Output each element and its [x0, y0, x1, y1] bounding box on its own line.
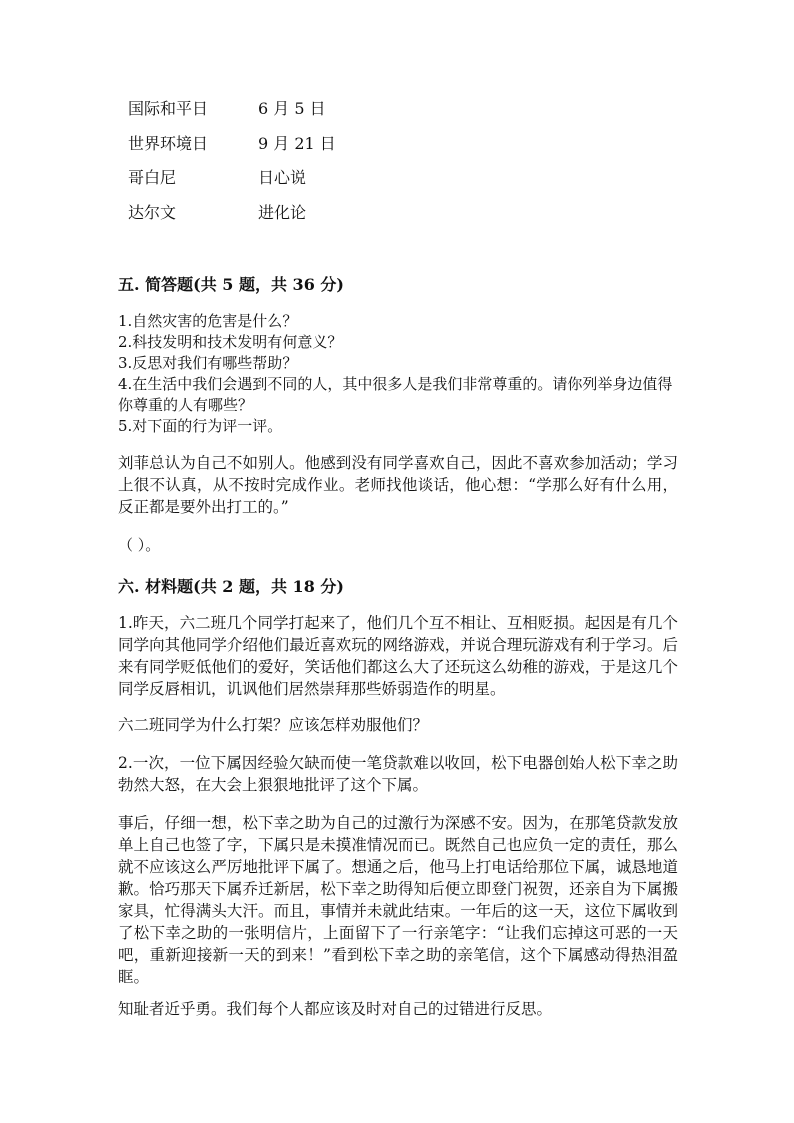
material-question: 六二班同学为什么打架？应该怎样劝服他们？	[118, 716, 429, 734]
section5-questions	[118, 311, 678, 437]
matching-right: 日心说	[258, 168, 307, 187]
question-item: 5.对下面的行为评一评。	[118, 417, 283, 435]
matching-left: 达尔文	[128, 202, 177, 222]
matching-row	[128, 200, 458, 235]
material-2-story	[118, 812, 678, 988]
matching-left: 世界环境日	[128, 133, 209, 153]
material-paragraph: 知耻者近乎勇。我们每个人都应该及时对自己的过错进行反思。	[118, 1000, 553, 1018]
material-paragraph: 事后，仔细一想，松下幸之助为自己的过激行为深感不安。因为，在那笔贷款发放单上自己也签了字，下属只是未摸准情况而已。既然自己也应负一定的责任，那么就不应该这么严厉地批评下属了。想通之后，他马上打电话给那位下属，诚恳地道歉。恰巧那天下属乔迁新居，松下幸之助得知后便立即登门祝贺，还亲自为下属搬家具，忙得满头大汗。而且，事情并未就此结束。一年后的这一天，这位下属收到了松下幸之助的一张明信片，上面留下了一行亲笔字：“让我们忘掉这可恶的一天吧，重新迎接新一天的到来！”看到松下幸之助的亲笔信，这个下属感动得热泪盈眶。	[118, 814, 678, 986]
matching-right: 9 月 21 日	[258, 133, 336, 153]
section5-passage	[118, 452, 678, 518]
matching-row	[128, 131, 458, 166]
material-paragraph: 2.一次，一位下属因经验欠缺而使一笔贷款难以收回，松下电器创始人松下幸之助勃然大怒，在大会上狠狠地批评了这个下属。	[118, 754, 678, 794]
question-item: 2.科技发明和技术发明有何意义？	[118, 333, 343, 351]
matching-left: 哥白尼	[128, 168, 177, 187]
material-paragraph: 1.昨天，六二班几个同学打起来了，他们几个互不相让、互相贬损。起因是有几个同学向其他同学介绍他们最近喜欢玩的网络游戏，并说合理玩游戏有利于学习。后来有同学贬低他们的爱好，笑话他们都这么大了还玩这么幼稚的游戏，于是这几个同学反唇相讥，讥讽他们居然崇拜那些娇弱造作的明星。	[118, 614, 678, 698]
section5-title: 五. 简答题(共 5 题，共 36 分)	[118, 275, 344, 294]
matching-right: 6 月 5 日	[258, 99, 326, 118]
material-1	[118, 612, 678, 700]
answer-blank: （ ）。	[118, 536, 161, 554]
question-item: 3.反思对我们有哪些帮助？	[118, 354, 298, 372]
passage-text: 刘菲总认为自己不如别人。他感到没有同学喜欢自己，因此不喜欢参加活动；学习上很不认真，从不按时完成作业。老师找他谈话，他心想：“学那么好有什么用，反正都是要外出打工的。”	[118, 454, 678, 516]
matching-row	[128, 165, 458, 200]
question-item: 4.在生活中我们会遇到不同的人，其中很多人是我们非常尊重的。请你列举身边值得你尊重的人有哪些？	[118, 375, 673, 414]
section6-title: 六. 材料题(共 2 题，共 18 分)	[118, 577, 344, 596]
matching-table	[128, 96, 458, 234]
material-1-question	[118, 714, 678, 736]
question-item: 1.自然灾害的危害是什么？	[118, 312, 298, 330]
material-2-conclusion	[118, 998, 678, 1020]
matching-right: 进化论	[258, 202, 307, 222]
matching-left: 国际和平日	[128, 99, 209, 118]
material-2	[118, 752, 678, 796]
matching-row	[128, 96, 458, 131]
